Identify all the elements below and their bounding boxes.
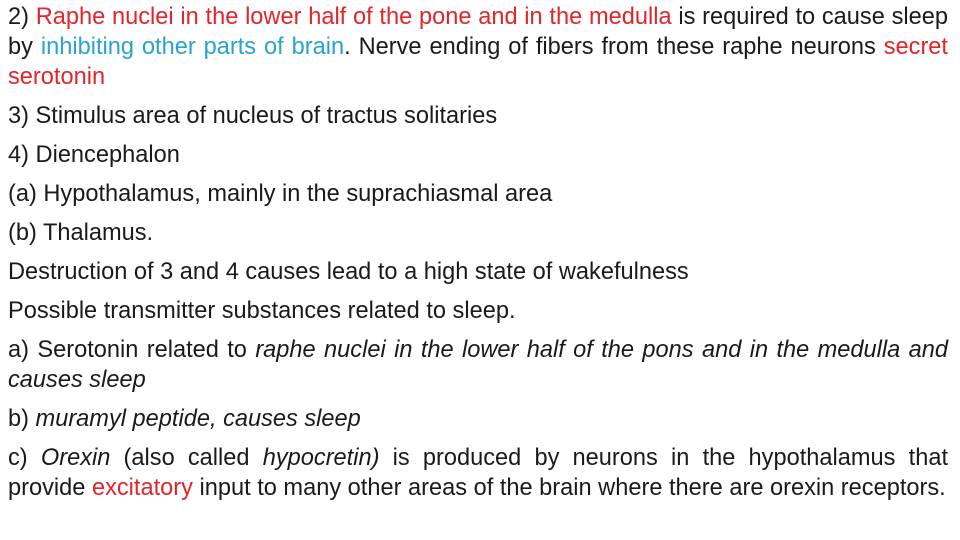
text-run: (also called bbox=[110, 445, 263, 471]
paragraph-tractus-solitaries: 3) Stimulus area of nucleus of tractus solitaries bbox=[8, 103, 498, 129]
text-run: 2) bbox=[8, 4, 36, 30]
text-run: a) Serotonin related to bbox=[8, 337, 256, 363]
paragraph-muramyl bbox=[8, 404, 948, 434]
italic-orexin: Orexin bbox=[40, 445, 111, 471]
paragraph-thalamus: (b) Thalamus. bbox=[8, 220, 154, 246]
italic-muramyl: muramyl peptide, causes sleep bbox=[35, 406, 361, 432]
paragraph-serotonin bbox=[8, 335, 948, 395]
paragraph-diencephalon: 4) Diencephalon bbox=[8, 142, 180, 168]
paragraph-raphe-nuclei bbox=[8, 2, 948, 92]
text-run: . Nerve ending of fibers from these raphe neurons bbox=[344, 34, 884, 60]
highlight-raphe-nuclei: Raphe nuclei in the lower half of the pone and in the medulla bbox=[35, 4, 672, 30]
slide-body bbox=[8, 2, 948, 512]
italic-hypocretin: hypocretin) bbox=[262, 445, 380, 471]
paragraph-destruction: Destruction of 3 and 4 causes lead to a high state of wakefulness bbox=[8, 259, 689, 285]
text-run: input to many other areas of the brain where there are orexin receptors. bbox=[192, 475, 946, 501]
paragraph-orexin bbox=[8, 443, 948, 503]
italic-raphe-nuclei: raphe nuclei in the lower half of the pons and in the medulla and causes sleep bbox=[8, 337, 948, 393]
highlight-inhibiting: inhibiting other parts of brain bbox=[40, 34, 345, 60]
text-run: b) bbox=[8, 406, 36, 432]
highlight-excitatory: excitatory bbox=[91, 475, 193, 501]
paragraph-transmitters: Possible transmitter substances related to sleep. bbox=[8, 298, 516, 324]
text-run: is produced by neurons in the hypothalamus that provide bbox=[8, 445, 949, 501]
text-run: c) bbox=[8, 445, 41, 471]
paragraph-hypothalamus: (a) Hypothalamus, mainly in the suprachiasmal area bbox=[8, 181, 553, 207]
highlight-serotonin: secret serotonin bbox=[8, 34, 948, 90]
text-run: is required to cause sleep by bbox=[8, 4, 948, 60]
